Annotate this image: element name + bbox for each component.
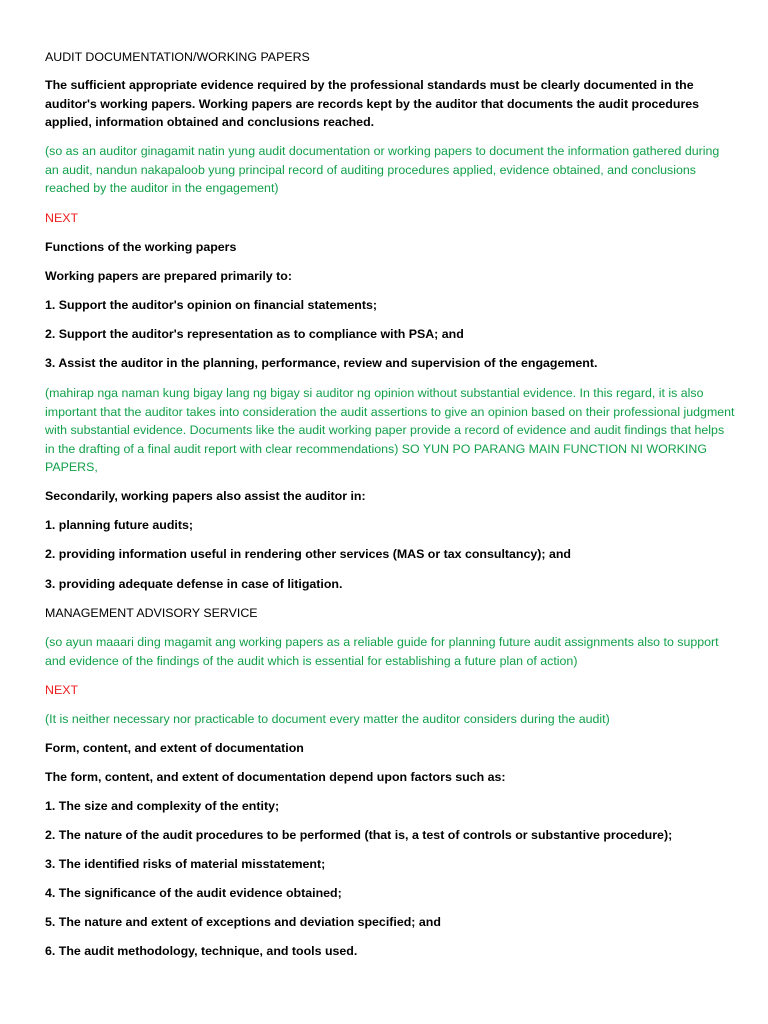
functions-heading: Functions of the working papers [45,240,237,254]
intro-paragraph: The sufficient appropriate evidence required by the professional standards must be clearly documented in the auditor's working papers. Working papers are records kept by the auditor that documents the audit procedures applied, information obtained and conclusions reached. [45,78,700,129]
commentary-note-1: (so as an auditor ginagamit natin yung audit documentation or working papers to document the information gathered during an audit, nandun nakapaloob yung principal record of auditing procedures applied, evidence obtained, and conclusions reached by the auditor in the engagement) [45,144,720,195]
factor-item-6: 6. The audit methodology, technique, and tools used. [45,944,358,958]
factor-item-2: 2. The nature of the audit procedures to be performed (that is, a test of controls or substantive procedure); [45,828,673,842]
secondary-item-2: 2. providing information useful in rendering other services (MAS or tax consultancy); and [45,547,571,561]
next-marker-1: NEXT [45,211,79,225]
secondary-purpose-lead: Secondarily, working papers also assist the auditor in: [45,489,366,503]
commentary-note-3: (so ayun maaari ding magamit ang working papers as a reliable guide for planning future audit assignments also to support and evidence of the findings of the audit which is essential for establishing a future plan of action) [45,635,719,668]
factor-item-1: 1. The size and complexity of the entity; [45,799,280,813]
commentary-note-4: (It is neither necessary nor practicable to document every matter the auditor considers during the audit) [45,712,610,726]
primary-item-2: 2. Support the auditor's representation as to compliance with PSA; and [45,327,464,341]
next-marker-2: NEXT [45,683,79,697]
primary-item-1: 1. Support the auditor's opinion on financial statements; [45,298,378,312]
commentary-note-2: (mahirap nga naman kung bigay lang ng bigay si auditor ng opinion without substantial evidence. In this regard, it is also important that the auditor takes into consideration the audit assertions to give an opinion based on their professional judgment with substantial evidence. Documents like the audit working paper provide a record of evidence and audit findings that helps in the drafting of a final audit report with clear recommendations) SO YUN PO PARANG MAIN FUNCTION NI WORKING PAPERS, [45,386,735,474]
management-advisory-service-label: MANAGEMENT ADVISORY SERVICE [45,606,258,620]
document-title: AUDIT DOCUMENTATION/WORKING PAPERS [45,50,310,64]
secondary-item-3: 3. providing adequate defense in case of litigation. [45,577,343,591]
form-content-extent-heading: Form, content, and extent of documentation [45,741,304,755]
factor-item-5: 5. The nature and extent of exceptions and deviation specified; and [45,915,441,929]
factor-item-3: 3. The identified risks of material misstatement; [45,857,326,871]
secondary-item-1: 1. planning future audits; [45,518,193,532]
factors-lead: The form, content, and extent of documentation depend upon factors such as: [45,770,506,784]
primary-purpose-lead: Working papers are prepared primarily to: [45,269,292,283]
factor-item-4: 4. The significance of the audit evidence obtained; [45,886,342,900]
primary-item-3: 3. Assist the auditor in the planning, performance, review and supervision of the engagement. [45,356,598,370]
